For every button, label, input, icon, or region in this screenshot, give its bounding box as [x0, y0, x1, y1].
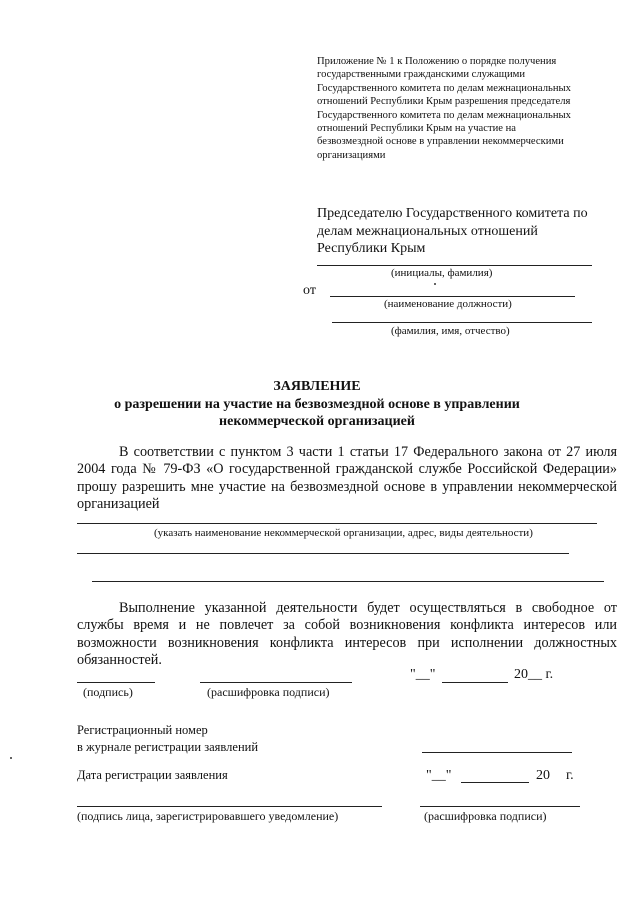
appendix-line: государственными гражданскими служащими	[317, 69, 526, 81]
addressee-line: Председателю Государственного комитета по	[317, 206, 588, 221]
initials-field-line[interactable]	[317, 265, 592, 266]
org-field-line-2[interactable]	[77, 553, 569, 554]
registrar-decoding-caption: (расшифровка подписи)	[424, 809, 547, 823]
date-month-field-line[interactable]	[442, 682, 508, 683]
registration-number-label-line1: Регистрационный номер	[77, 723, 208, 737]
scan-speck	[434, 283, 436, 285]
document-subtitle-line2: некоммерческой организацией	[219, 414, 415, 429]
signature-caption: (подпись)	[83, 685, 133, 699]
document-subtitle-line1: о разрешении на участие на безвозмездной основе в управлении	[114, 397, 520, 412]
registration-number-field-line[interactable]	[422, 752, 572, 753]
org-field-line-3[interactable]	[92, 581, 604, 582]
date-day-quote: "__"	[410, 667, 436, 682]
registration-date-quote: "__"	[426, 768, 452, 783]
addressee-line: Республики Крым	[317, 241, 426, 256]
appendix-line: отношений Республики Крым разрешения председателя	[317, 96, 571, 108]
registration-number-label	[77, 722, 258, 756]
fullname-field-line[interactable]	[332, 322, 592, 323]
org-caption: (указать наименование некоммерческой организации, адрес, виды деятельности)	[154, 527, 533, 539]
appendix-line: Государственного комитета по делам межнациональных	[317, 109, 571, 121]
from-label: от	[303, 283, 316, 298]
registration-number-label-line2: в журнале регистрации заявлений	[77, 740, 259, 754]
registrar-signature-caption: (подпись лица, зарегистрировавшего уведомление)	[77, 809, 339, 823]
request-paragraph: В соответствии с пунктом 3 части 1 статьи 17 Федерального закона от 27 июля 2004 года № 79-ФЗ «О государственной гражданской службе Российской Федерации» прошу разрешить мне участие на безвозмездной основе в управлении некоммерческой организацией	[77, 444, 617, 513]
position-field-line[interactable]	[330, 296, 575, 297]
document-title: ЗАЯВЛЕНИЕ	[273, 379, 361, 394]
appendix-line: отношений Республики Крым на участие на	[317, 123, 516, 135]
appendix-line: безвозмездной основе в управлении некоммерческими	[317, 136, 564, 148]
decoding-caption: (расшифровка подписи)	[207, 685, 330, 699]
conditions-paragraph: Выполнение указанной деятельности будет осуществляться в свободное от службы время и не повлечет за собой возникновения конфликта интересов или возможности возникновения конфликта интересов при исполнении должностных обязанностей.	[77, 600, 617, 669]
date-year: 20__ г.	[514, 667, 554, 682]
fullname-caption: (фамилия, имя, отчество)	[391, 325, 510, 337]
addressee-block	[317, 205, 617, 258]
appendix-line: Приложение № 1 к Положению о порядке получения	[317, 56, 557, 67]
registration-year-prefix: 20	[536, 768, 550, 783]
org-field-line-1[interactable]	[77, 523, 597, 524]
position-caption: (наименование должности)	[384, 298, 512, 310]
registration-date-label: Дата регистрации заявления	[77, 768, 228, 782]
initials-caption: (инициалы, фамилия)	[391, 267, 493, 279]
addressee-line: делам межнациональных отношений	[317, 223, 538, 239]
scan-speck	[10, 757, 12, 759]
registration-year-suffix: г.	[566, 768, 574, 783]
signature-field-line[interactable]	[77, 682, 155, 683]
decoding-field-line[interactable]	[200, 682, 352, 683]
registration-month-field-line[interactable]	[461, 782, 529, 783]
appendix-note	[317, 55, 617, 162]
registrar-signature-field-line[interactable]	[77, 806, 382, 807]
registrar-decoding-field-line[interactable]	[420, 806, 580, 807]
appendix-line: Государственного комитета по делам межнациональных	[317, 82, 571, 94]
appendix-line: организациями	[317, 149, 386, 161]
